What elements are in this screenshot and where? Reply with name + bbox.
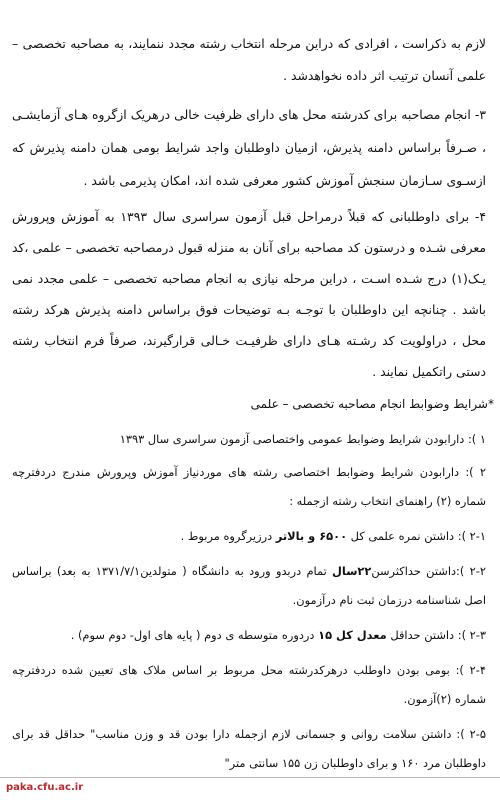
condition-2-4: ۲-۴ ): بومی بودن داوطلب درهرکدرشته محل مربوط بر اساس ملاک های تعیین شده دردفترچه شماره (۲)آزمون. [12, 663, 486, 706]
condition-2-2 [12, 557, 486, 615]
condition-2-3-suffix: دردوره متوسطه ی دوم ( پایه های اول- دوم سوم) . [70, 628, 319, 642]
condition-1: ۱ ): دارابودن شرایط وضوابط عمومی واختصاصی آزمون سراسری سال ۱۳۹۳ [119, 432, 486, 446]
condition-2-5: ۲-۵ ): داشتن سلامت روانی و جسمانی لازم ازجمله دارا بودن قد و وزن مناسب" حداقل قد برای داوطلبان مرد ۱۶۰ و برای داوطلبان زن ۱۵۵ سانتی متر" [12, 727, 486, 770]
condition-2-3 [12, 621, 486, 650]
condition-2-2-age: ۲۲سال [332, 564, 372, 578]
paragraph-note: لازم به ذکراست ، افرادی که دراین مرحله انتخاب رشته مجدد ننمایند، به مصاحبه تخصصی – علمی آنسان ترتیب اثر داده نخواهدشد . [12, 36, 486, 83]
condition-2-1 [12, 522, 486, 551]
conditions-heading: *شرایط وضوابط انجام مصاحبه تخصصی – علمی [250, 397, 494, 411]
site-link[interactable]: paka.cfu.ac.ir [6, 782, 84, 793]
footer-bar [0, 777, 500, 800]
condition-2-3-prefix: ۲-۳ ): داشتن حداقل [386, 628, 486, 642]
condition-2-1-suffix: درزیرگروه مربوط . [180, 529, 276, 543]
condition-2: ۲ ): دارابودن شرایط وضوابط اختصاصی رشته های موردنیاز آموزش وپرورش مندرج دردفترچه شماره (۲) راهنمای انتخاب رشته ازجمله : [12, 465, 486, 508]
paragraph-3-interview-capacity: ۳- انجام مصاحبه برای کدرشته محل های دارای ظرفیت خالی درهریک ازگروه هـای آزمایشـی ، صـرفاً براساس دامنه پذیرش، ازمیان داوطلبان واجد شرایط بومی همان دامنه پذیرش که ازسـوی سـازمان سنجش آموزش کشور معرفی شده اند، امکان پذیرمی باشد . [12, 107, 486, 188]
condition-2-1-score: ۶۵۰۰ و بالاتر [275, 529, 348, 543]
paragraph-4-previous-candidates: ۴- برای داوطلبانی که قبلاً درمراحل قبل آزمون سراسری سال ۱۳۹۳ به آموزش وپرورش معرفی شـده و درستون کد مصاحبه برای آنان به منزله قبول درمصاحبه تخصصی – علمی ،کد یـک(۱) درج شـده اسـت ، دراین مرحله نیازی به انجام مصاحبه تخصصی – علمی مجدد نمی باشد . چنانچه این داوطلبان با توجـه بـه توضیحات فوق براساس دامنه پذیرش هرکد رشته محل ، دراولویت کد رشـته هـای دارای ظرفیـت خـالی قرارگیرند، صرفاً فرم انتخاب رشته دستی راتکمیل نمایند . [12, 209, 486, 379]
condition-2-2-suffix: تمام دربدو ورود به دانشگاه ( متولدین۱۳۷۱/۷/۱ به بعد) براساس اصل شناسنامه درزمان ثبت نام درآزمون. [12, 564, 486, 607]
condition-2-1-prefix: ۲-۱ ): داشتن نمره علمی کل [347, 529, 486, 543]
condition-2-2-prefix: ۲-۲ ):داشتن حداکثرسن [371, 564, 486, 578]
condition-2-3-gpa: معدل کل ۱۵ [318, 628, 387, 642]
